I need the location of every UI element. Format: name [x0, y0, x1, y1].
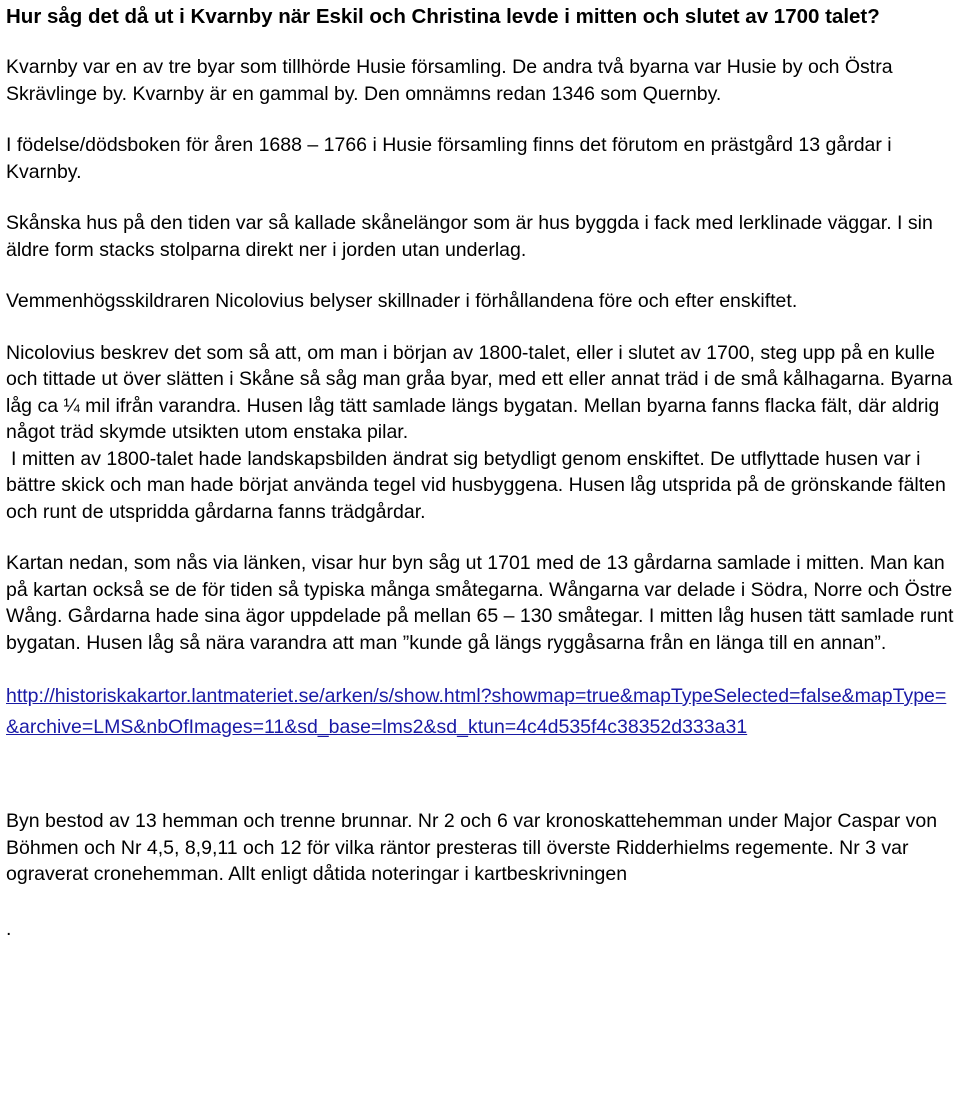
paragraph-map-description: Kartan nedan, som nås via länken, visar hur byn såg ut 1701 med de 13 gårdarna samlade i mitten. Man kan på kartan också se de för tiden så typiska många småtegarna. Wångarna var delade i Södra, Norre och Östre Wång. Gårdarna hade sina ägor uppdelade på mellan 65 – 130 småtegar. I mitten låg husen tätt samlade runt bygatan. Husen låg så nära varandra att man ”kunde gå längs ryggåsarna från en länga till en annan”.	[6, 552, 954, 654]
paragraph-nicolovius-intro: Vemmenhögsskildraren Nicolovius belyser skillnader i förhållandena före och efter enskiftet.	[6, 290, 798, 312]
paragraph-landscape-change: I mitten av 1800-talet hade landskapsbilden ändrat sig betydligt genom enskiftet. De utflyttade husen var i bättre skick och man hade börjat använda tegel vid husbyggena. Husen låg utsprida på de grönskande fälten och runt de utspridda gårdarna fanns trädgårdar.	[6, 447, 946, 523]
paragraph-skanska-hus: Skånska hus på den tiden var så kallade skånelängor som är hus byggda i fack med lerklinade väggar. I sin äldre form stacks stolparna direkt ner i jorden utan underlag.	[6, 212, 933, 261]
document-title: Hur såg det då ut i Kvarnby när Eskil och Christina levde i mitten och slutet av 1700 talet?	[6, 5, 880, 28]
paragraph-kvarnby-intro: Kvarnby var en av tre byar som tillhörde Husie församling. De andra två byarna var Husie by och Östra Skrävlinge by. Kvarnby är en gammal by. Den omnämns redan 1346 som Quernby.	[6, 56, 893, 105]
map-link-container	[6, 681, 958, 743]
document-page	[6, 0, 958, 961]
historical-map-link[interactable]: http://historiskakartor.lantmateriet.se/arken/s/show.html?showmap=true&mapTypeSelected=false&mapType=&archive=LMS&nbOfImages=11&sd_base=lms2&sd_ktun=4c4d535f4c38352d333a31	[6, 685, 947, 738]
trailing-period: .	[6, 917, 12, 940]
paragraph-birth-death-records: I födelse/dödsboken för åren 1688 – 1766 i Husie församling finns det förutom en prästgård 13 gårdar i Kvarnby.	[6, 134, 892, 183]
paragraph-village-composition: Byn bestod av 13 hemman och trenne brunnar. Nr 2 och 6 var kronoskattehemman under Major Caspar von Böhmen och Nr 4,5, 8,9,11 och 12 för vilka räntor presteras till överste Ridderhielms regemente. Nr 3 var ograverat cronehemman. Allt enligt dåtida noteringar i kartbeskrivningen	[6, 810, 938, 885]
paragraph-nicolovius-description: Nicolovius beskrev det som så att, om man i början av 1800-talet, eller i slutet av 1700, steg upp på en kulle och tittade ut över slätten i Skåne så såg man gråa byar, med ett eller annat träd i de små kålhagarna. Byarna låg ca ¼ mil ifrån varandra. Husen låg tätt samlade längs bygatan. Mellan byarna fanns flacka fält, där aldrig något träd skymde utsikten utom enstaka pilar.	[6, 341, 953, 443]
